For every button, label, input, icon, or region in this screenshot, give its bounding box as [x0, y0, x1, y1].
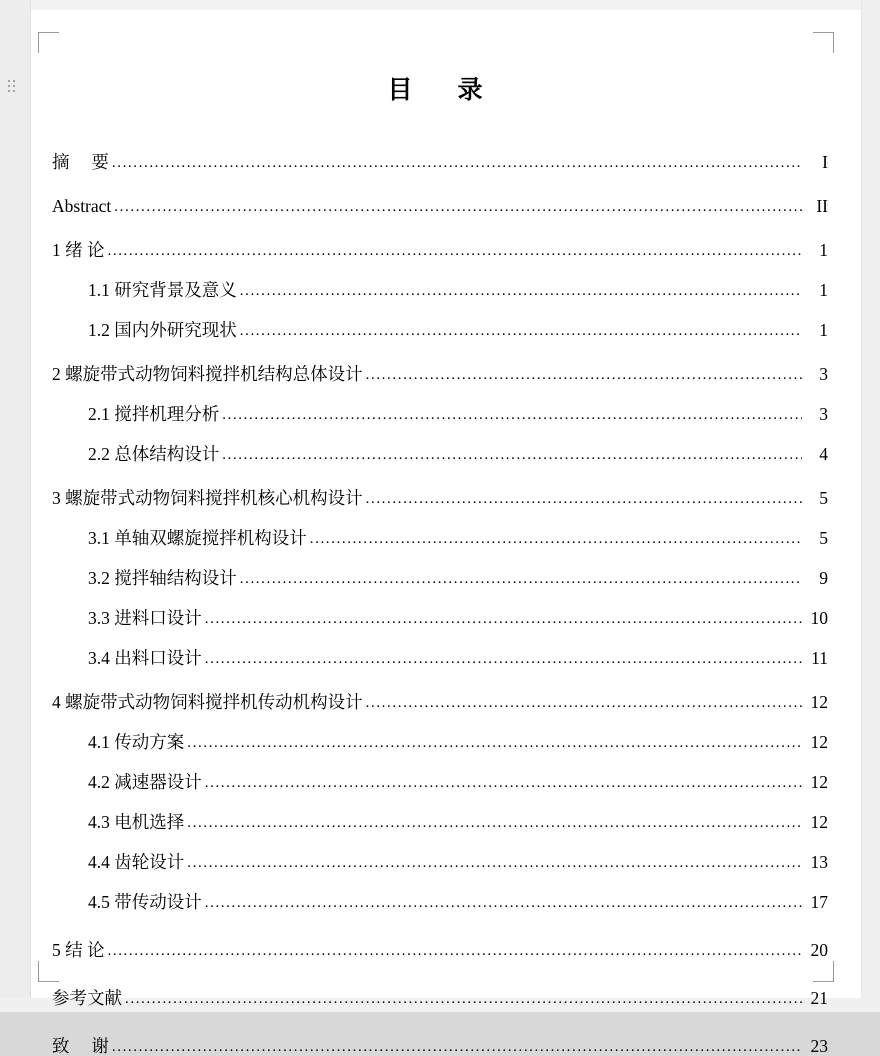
toc-leader-dots	[187, 736, 802, 751]
toc-entry-label: 4.1 传动方案	[88, 732, 185, 752]
toc-entry-label: 致 谢	[52, 1036, 109, 1056]
toc-entry-label: 1.1 研究背景及意义	[88, 280, 237, 300]
toc-leader-dots	[366, 696, 802, 711]
toc-entry[interactable]	[52, 694, 828, 712]
toc-leader-dots	[205, 612, 802, 627]
toc-leader-dots	[187, 816, 802, 831]
toc-entry-page-number: 12	[810, 772, 828, 792]
toc-leader-dots	[112, 156, 802, 171]
toc-entry-label: 3.2 搅拌轴结构设计	[88, 568, 237, 588]
toc-entry[interactable]	[52, 1038, 828, 1056]
toc-entry[interactable]	[52, 154, 828, 172]
toc-entry[interactable]	[52, 366, 828, 384]
toc-leader-dots	[205, 896, 802, 911]
toc-entry-page-number: 11	[811, 648, 828, 668]
toc-entry-page-number: 23	[810, 1036, 828, 1056]
toc-entry-label: 4.3 电机选择	[88, 812, 185, 832]
toc-entry-page-number: 13	[810, 852, 828, 872]
toc-entry[interactable]	[52, 774, 828, 792]
toc-entry[interactable]	[52, 814, 828, 832]
toc-leader-dots	[366, 492, 802, 507]
toc-entry[interactable]	[52, 282, 828, 300]
toc-entry-label: 3.3 进料口设计	[88, 608, 202, 628]
toc-leader-dots	[187, 856, 802, 871]
table-of-contents	[52, 154, 828, 1056]
toc-leader-dots	[240, 324, 802, 339]
toc-entry[interactable]	[52, 322, 828, 340]
toc-leader-dots	[114, 200, 802, 215]
toc-entry-page-number: 3	[819, 364, 828, 384]
toc-entry-page-number: 12	[810, 732, 828, 752]
toc-leader-dots	[205, 652, 802, 667]
toc-entry-page-number: 1	[819, 280, 828, 300]
toc-entry[interactable]	[52, 734, 828, 752]
toc-entry-page-number: I	[822, 152, 828, 172]
page-title: 目 录	[387, 77, 493, 104]
toc-entry[interactable]	[52, 854, 828, 872]
toc-entry-label: 1.2 国内外研究现状	[88, 320, 237, 340]
toc-leader-dots	[125, 992, 802, 1007]
toc-entry-label: 2 螺旋带式动物饲料搅拌机结构总体设计	[52, 364, 363, 384]
toc-entry-page-number: 17	[810, 892, 828, 912]
toc-entry[interactable]	[52, 242, 828, 260]
toc-leader-dots	[222, 408, 802, 423]
toc-entry-page-number: 12	[810, 812, 828, 832]
toc-leader-dots	[366, 368, 802, 383]
toc-entry[interactable]	[52, 406, 828, 424]
toc-entry-page-number: 10	[810, 608, 828, 628]
toc-entry-label: 3.1 单轴双螺旋搅拌机构设计	[88, 528, 307, 548]
toc-entry-page-number: 5	[819, 528, 828, 548]
toc-entry-label: 3.4 出料口设计	[88, 648, 202, 668]
toc-entry-page-number: 5	[819, 488, 828, 508]
toc-entry[interactable]	[52, 650, 828, 668]
toc-entry[interactable]	[52, 894, 828, 912]
toc-leader-dots	[108, 944, 803, 959]
toc-entry[interactable]	[52, 198, 828, 216]
toc-entry-label: 参考文献	[52, 988, 122, 1008]
toc-entry[interactable]	[52, 570, 828, 588]
toc-entry[interactable]	[52, 942, 828, 960]
toc-entry-label: Abstract	[52, 196, 112, 216]
toc-entry-page-number: 1	[819, 320, 828, 340]
toc-leader-dots	[240, 284, 802, 299]
toc-entry-page-number: 3	[819, 404, 828, 424]
toc-entry-label: 3 螺旋带式动物饲料搅拌机核心机构设计	[52, 488, 363, 508]
toc-entry[interactable]	[52, 610, 828, 628]
toc-entry[interactable]	[52, 446, 828, 464]
toc-leader-dots	[112, 1040, 802, 1055]
toc-entry-page-number: 12	[810, 692, 828, 712]
toc-leader-dots	[240, 572, 802, 587]
toc-entry-label: 2.2 总体结构设计	[88, 444, 220, 464]
toc-entry-page-number: 1	[819, 240, 828, 260]
toc-entry-page-number: 21	[810, 988, 828, 1008]
toc-entry-label: 4.2 减速器设计	[88, 772, 202, 792]
toc-entry-page-number: 9	[819, 568, 828, 588]
toc-leader-dots	[310, 532, 802, 547]
toc-entry-label: 2.1 搅拌机理分析	[88, 404, 220, 424]
toc-leader-dots	[205, 776, 802, 791]
toc-entry-label: 4.4 齿轮设计	[88, 852, 185, 872]
toc-leader-dots	[222, 448, 802, 463]
toc-entry-label: 摘 要	[52, 152, 109, 172]
toc-entry-page-number: 20	[810, 940, 828, 960]
toc-entry[interactable]	[52, 990, 828, 1008]
toc-leader-dots	[108, 244, 803, 259]
toc-entry-page-number: 4	[819, 444, 828, 464]
toc-entry[interactable]	[52, 530, 828, 548]
toc-entry-label: 5 结 论	[52, 940, 105, 960]
toc-entry-label: 1 绪 论	[52, 240, 105, 260]
toc-entry-label: 4.5 带传动设计	[88, 892, 202, 912]
toc-entry-label: 4 螺旋带式动物饲料搅拌机传动机构设计	[52, 692, 363, 712]
toc-entry-page-number: II	[816, 196, 828, 216]
toc-entry[interactable]	[52, 490, 828, 508]
